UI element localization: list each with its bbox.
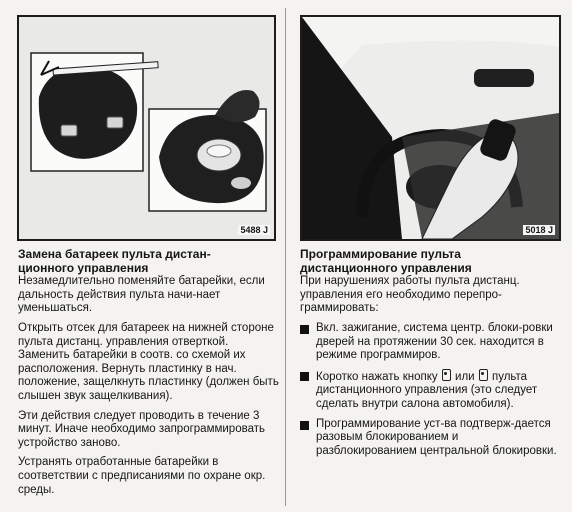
programming-illustration	[300, 15, 561, 241]
remote-button-left	[61, 125, 77, 136]
paragraph-2: Открыть отсек для батареек на нижней стороне пульта дистанц. управления отверткой. Заменить батарейки в соотв. со схемой их расположения. Вернуть пластинку в нач. положение, защелкнуть пластинку (должен быть слышен звук защелкивания).	[18, 321, 279, 402]
bullet-text-1: Вкл. зажигание, система центр. блоки-ровки дверей на протяжении 30 сек. находится в режиме программиров.	[316, 321, 553, 362]
bullet-text-2: Коротко нажать кнопку	[316, 370, 438, 383]
lock-key-icon	[442, 369, 451, 381]
figure-code-left: 5488 J	[240, 225, 268, 235]
rear-mirror-shape	[474, 69, 534, 87]
bullet-square-icon	[300, 325, 309, 334]
bullet-square-icon	[300, 372, 309, 381]
bullet-text-2-tail: пульта дистанционного управления (это следует сделать внутри салона автомобиля).	[316, 370, 538, 410]
section-heading-programming: Программирование пульта дистанционного управления	[300, 247, 472, 275]
battery-top	[207, 145, 231, 157]
paragraph-4: Устранять отработанные батарейки в соответствии с предписаниями по охране окр. среды.	[18, 456, 266, 496]
battery-cover-shape	[215, 90, 260, 122]
paragraph-3: Эти действия следует проводить в течение 3 минут. Иначе необходимо запрограммировать устройство заново.	[18, 409, 265, 449]
bullet-text-3: Программирование уст-ва подтверж-дается разовым блокированием и разблокированием центральной блокировки.	[316, 417, 557, 457]
bullet-square-icon	[300, 421, 309, 430]
paragraph-1: Незамедлительно поменяйте батарейки, если дальность действия пульта начи-нает уменьшаться.	[18, 275, 265, 315]
column-divider	[285, 8, 286, 506]
list-item	[300, 418, 562, 459]
remote-button-right	[107, 117, 123, 128]
section-heading-battery: Замена батареек пульта дистан- ционного управления	[18, 247, 211, 275]
unlock-key-icon	[479, 369, 488, 381]
figure-code-right: 5018 J	[525, 225, 553, 235]
list-item	[300, 322, 562, 363]
remote-logo-shape	[231, 177, 251, 189]
list-item	[300, 369, 562, 412]
programming-illustration-svg	[302, 17, 559, 239]
intro-paragraph: При нарушениях работы пульта дистанц. управления его необходимо перепро-граммировать:	[300, 275, 520, 315]
programming-section	[300, 248, 562, 464]
bullet-text-2-mid: или	[455, 370, 475, 383]
battery-replacement-illustration	[17, 15, 276, 241]
battery-illustration-svg	[19, 17, 274, 239]
battery-replacement-section	[18, 248, 280, 503]
